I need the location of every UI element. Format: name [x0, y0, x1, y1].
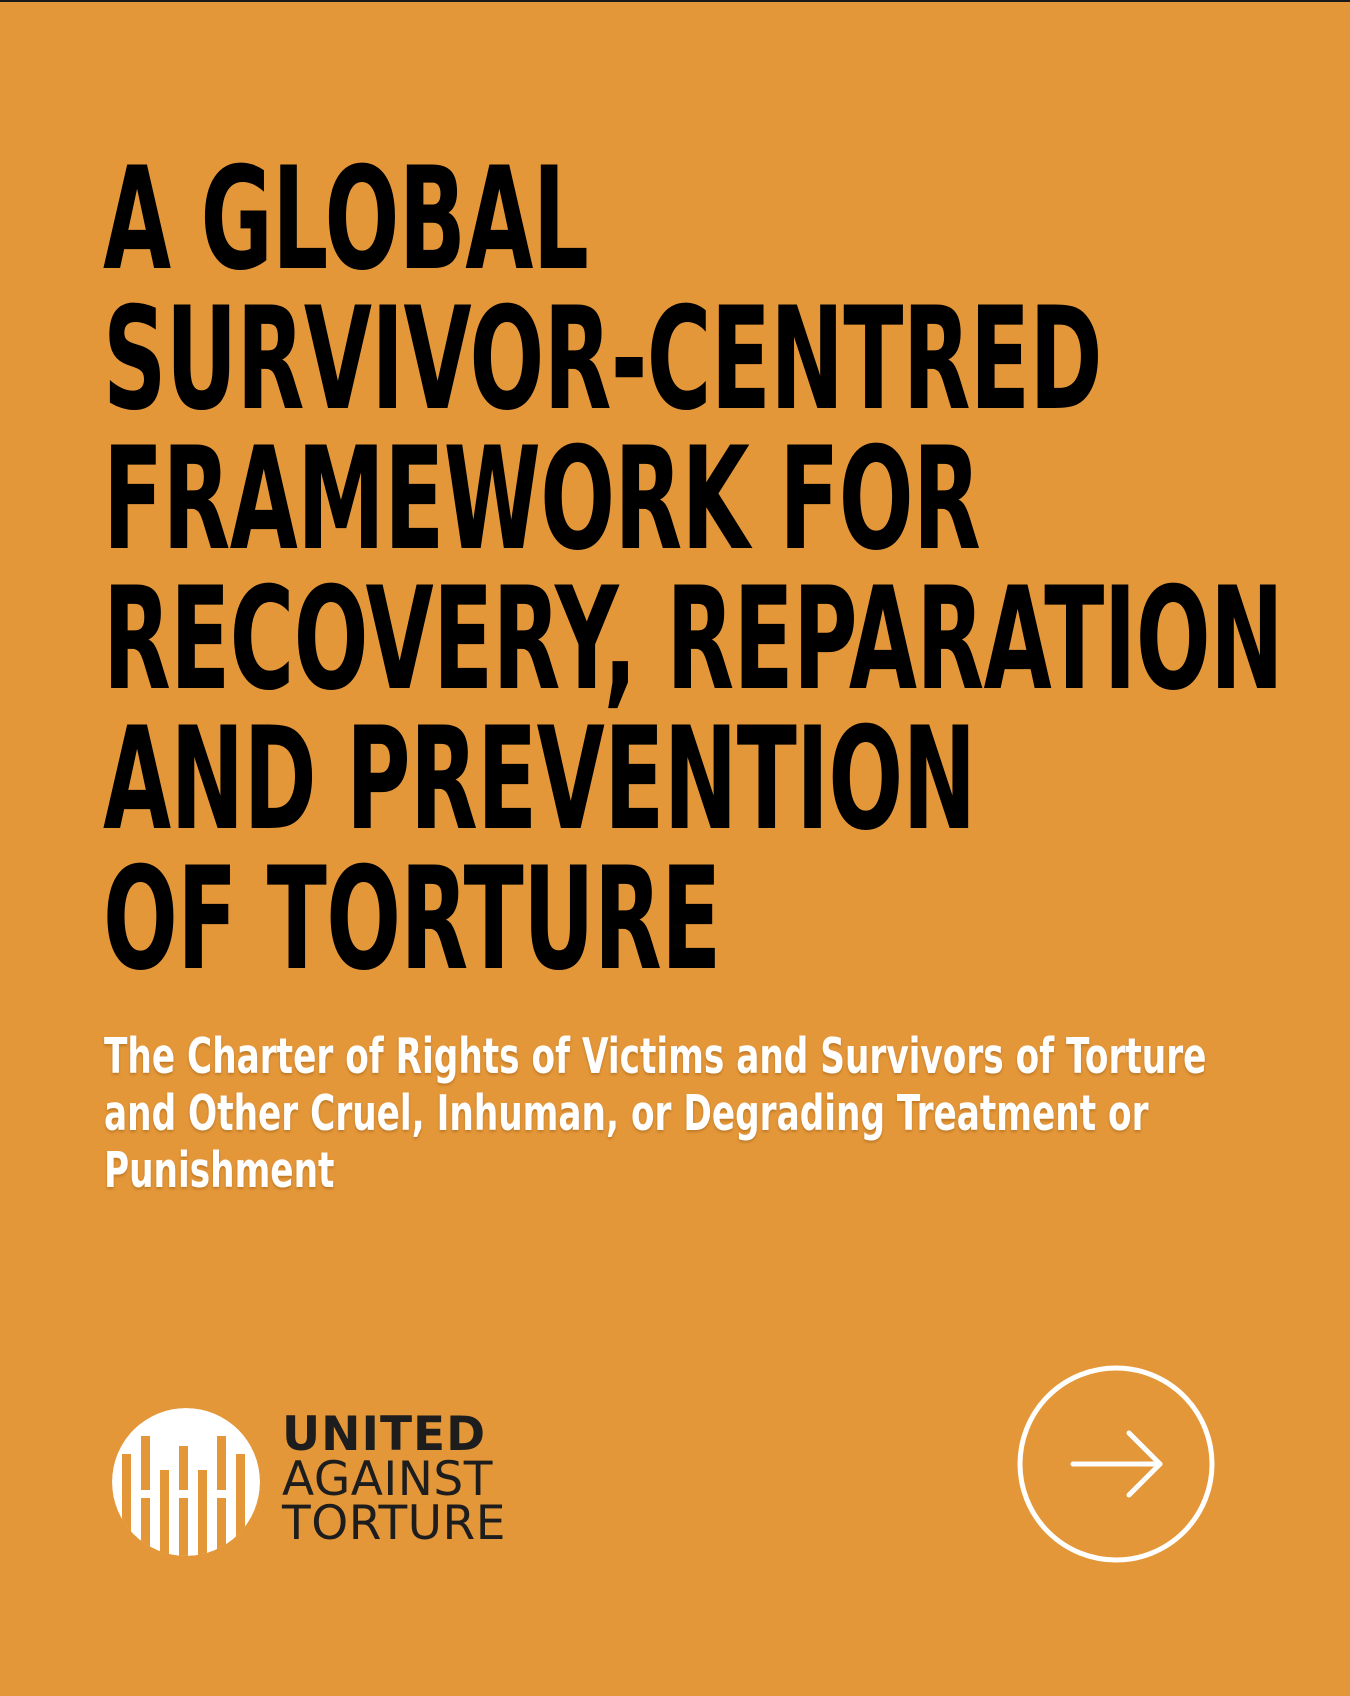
page-title: [103, 137, 1303, 1002]
next-button[interactable]: [1016, 1364, 1216, 1564]
title-line: FRAMEWORK FOR: [103, 417, 981, 582]
logo-word-united: UNITED: [282, 1407, 487, 1462]
title-line: OF TORTURE: [103, 837, 721, 1002]
title-line: RECOVERY, REPARATION: [103, 557, 1284, 722]
title-line: A GLOBAL: [103, 137, 589, 302]
title-line: AND PREVENTION: [103, 697, 976, 862]
logo-word-torture: TORTURE: [282, 1496, 506, 1551]
logo-word-against: AGAINST: [282, 1452, 493, 1507]
subtitle-line: and Other Cruel, Inhuman, or Degrading Treatment or: [104, 1085, 1149, 1142]
logo-wordmark: [282, 1407, 506, 1551]
subtitle-line: Punishment: [104, 1142, 335, 1199]
bars-in-circle-icon: [110, 1406, 262, 1558]
title-line: SURVIVOR-CENTRED: [103, 277, 1102, 442]
subtitle-line: The Charter of Rights of Victims and Survivors of Torture: [104, 1028, 1207, 1085]
organization-logo: [110, 1402, 570, 1562]
arrow-right-icon: [1016, 1364, 1216, 1564]
page-subtitle: [104, 1028, 1284, 1199]
